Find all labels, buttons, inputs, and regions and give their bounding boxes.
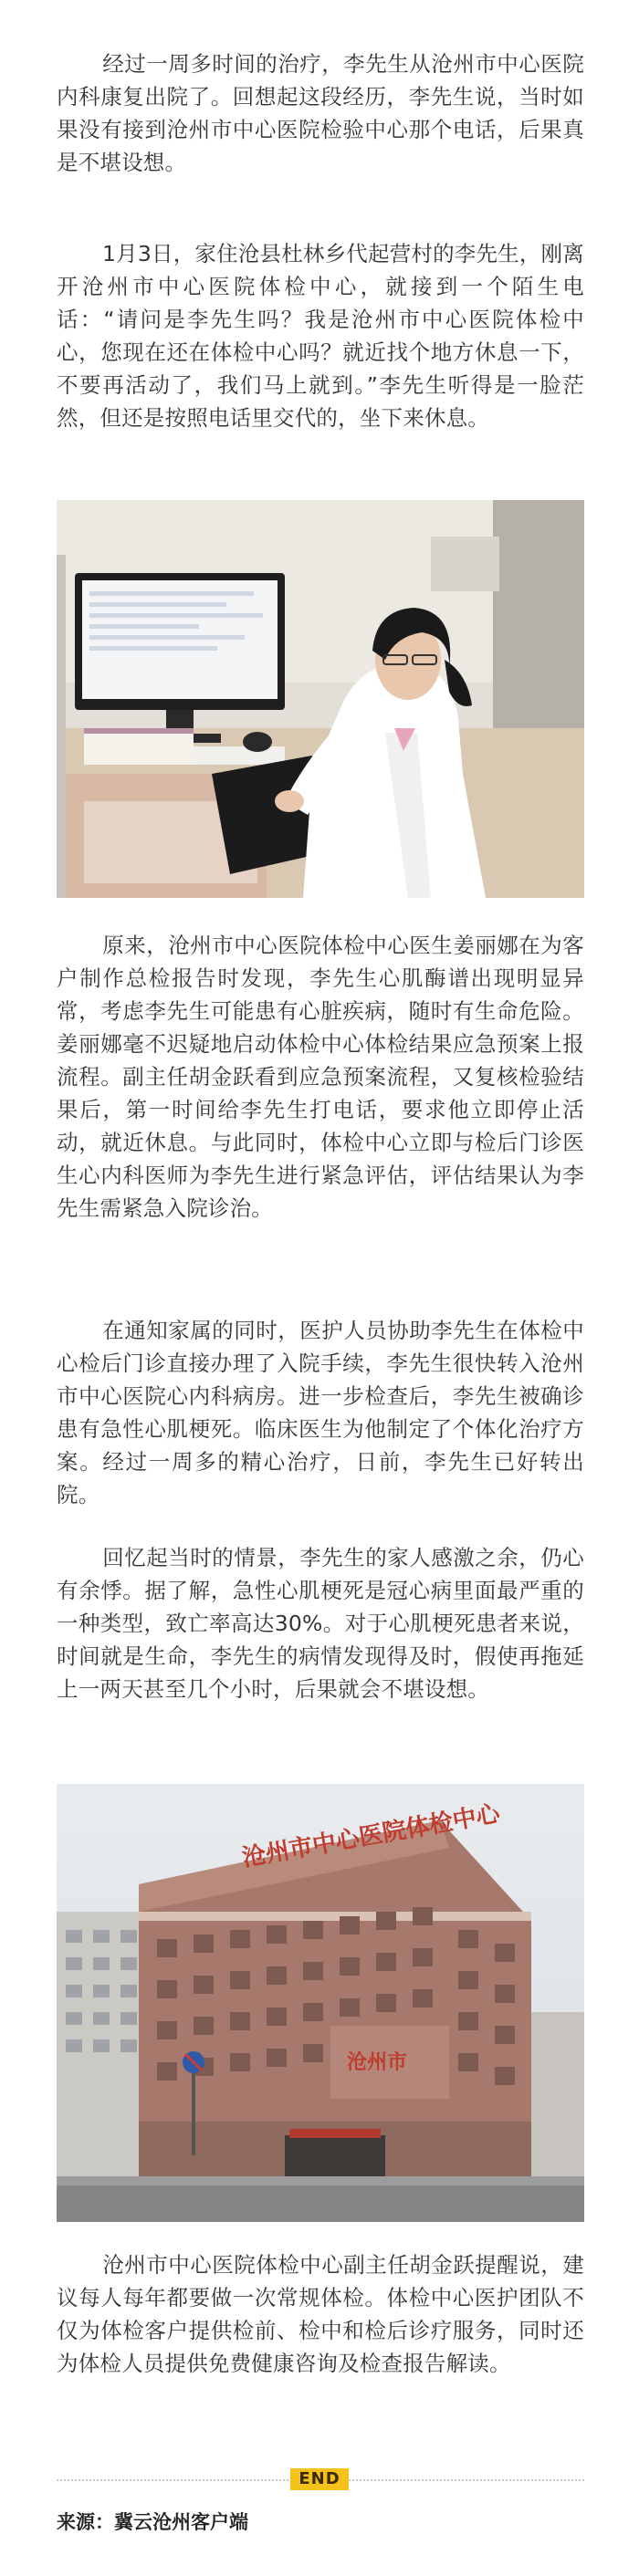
article-paragraph-3: 原来，沧州市中心医院体检中心医生姜丽娜在为客户制作总检报告时发现，李先生心肌酶谱出现明显异常，考虑李先生可能患有心脏疾病，随时有生命危险。姜丽娜毫不迟疑地启动体检中心体检结果应急预案上报流程。副主任胡金跃看到应急预案流程，又复核检验结果后，第一时间给李先生打电话，要求他立即停止活动，就近休息。与此同时，体检中心立即与检后门诊医生心内科医师为李先生进行紧急评估，评估结果认为李先生需紧急入院诊治。 (57, 933, 584, 1221)
doctor-at-computer-photo (57, 500, 584, 898)
building-sign-text: 沧州市中心医院体检中心 (240, 1799, 502, 1872)
article-paragraph-6: 沧州市中心医院体检中心副主任胡金跃提醒说，建议每人每年都要做一次常规体检。体检中心医护团队不仅为体检客户提供检前、检中和检后诊疗服务，同时还为体检人员提供免费健康咨询及检查报告解读。 (57, 2252, 584, 2376)
article-paragraph-2: 1月3日，家住沧县杜林乡代起营村的李先生，刚离开沧州市中心医院体检中心，就接到一个陌生电话：“请问是李先生吗？我是沧州市中心医院体检中心，您现在还在体检中心吗？就近找个地方休息一下，不要再活动了，我们马上就到。”李先生听得是一脸茫然，但还是按照电话里交代的，坐下来休息。 (57, 241, 585, 431)
end-badge: END (290, 2468, 349, 2490)
hospital-building-photo (57, 1784, 584, 2222)
article-paragraph-5: 回忆起当时的情景，李先生的家人感激之余，仍心有余悸。据了解，急性心肌梗死是冠心病里面最严重的一种类型，致亡率高达30%。对于心肌梗死患者来说，时间就是生命，李先生的病情发现得及时，假使再拖延上一两天甚至几个小时，后果就会不堪设想。 (57, 1545, 584, 1702)
building-facade-sign: 沧州市 (347, 2051, 408, 2074)
article-paragraph-1: 经过一周多时间的治疗，李先生从沧州市中心医院内科康复出院了。回想起这段经历，李先生说，当时如果没有接到沧州市中心医院检验中心那个电话，后果真是不堪设想。 (57, 51, 584, 175)
article-source: 来源：冀云沧州客户端 (57, 2511, 248, 2533)
article-paragraph-4: 在通知家属的同时，医护人员协助李先生在体检中心检后门诊直接办理了入院手续，李先生很快转入沧州市中心医院心内科病房。进一步检查后，李先生被确诊患有急性心肌梗死。临床医生为他制定了个体化治疗方案。经过一周多的精心治疗，日前，李先生已好转出院。 (57, 1318, 584, 1507)
